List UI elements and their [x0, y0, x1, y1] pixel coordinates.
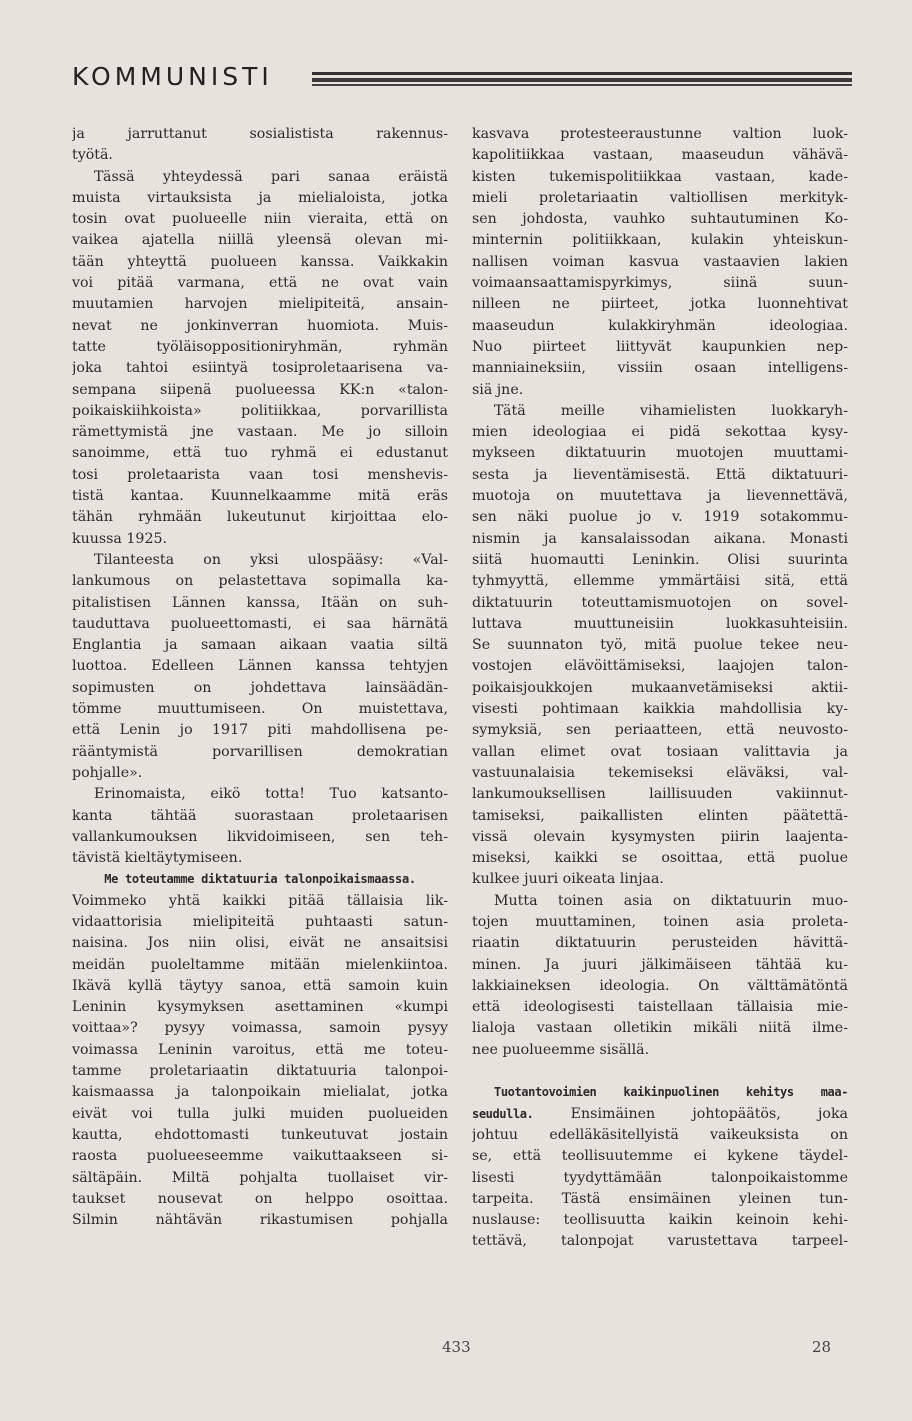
text-line: tatte työläisoppositioniryhmän, ryhmän [72, 338, 448, 355]
text-line: tojen muuttaminen, toinen asia proleta- [472, 913, 848, 930]
text-line: nismin ja kansalaissodan aikana. Monasti [472, 530, 848, 547]
text-line: meidän puoleltamme mitään mielenkiintoa. [72, 956, 448, 973]
text-line: Se suunnaton työ, mitä puolue tekee neu- [472, 637, 848, 654]
section-heading-text: Tuotantovoimien kaikinpuolinen kehitys maa- [494, 1085, 848, 1100]
text-line: tosin ovat puolueelle niin vieraita, että on [72, 211, 448, 228]
text-line: voittaa»? pysyy voimassa, samoin pysyy [72, 1020, 448, 1037]
text-line: lankumouksellisen laillisuuden vakiinnut- [472, 786, 848, 803]
journal-title: KOMMUNISTI [72, 62, 273, 91]
text-line [472, 1061, 848, 1082]
text-line: tarpeita. Tästä ensimäinen yleinen tun- [472, 1190, 848, 1207]
text-line: kisten tukemispolitiikkaa vastaan, kade- [472, 168, 848, 185]
text-line: kaismaassa ja talonpoikain mielialat, jotka [72, 1084, 448, 1101]
text-line: nuslause: teollisuutta kaikin keinoin kehi- [472, 1212, 848, 1229]
text-line: kulkee juuri oikeata linjaa. [472, 871, 664, 888]
text-line: että Lenin jo 1917 piti mahdollisena pe- [72, 722, 448, 739]
text-line: manniaineksiin, vissiin osaan intelligens- [472, 360, 848, 377]
section-heading: Me toteutamme diktatuuria talonpoikaismaassa. [104, 872, 416, 887]
text-line: vostojen elävöittämiseksi, laajojen talon- [472, 658, 848, 675]
text-line: tistä kantaa. Kuunnelkaamme mitä eräs [72, 488, 448, 505]
text-line: rämettymistä jne vastaan. Me jo silloin [72, 424, 448, 441]
text-line: Englantia ja samaan aikaan vaatia siltä [72, 637, 448, 654]
right-column [472, 124, 848, 1253]
text-line: rääntymistä porvarillisen demokratian [72, 743, 448, 760]
text-line: muista virtauksista ja mielialoista, jotka [72, 189, 448, 206]
text-line: sopimusten on johdettava lainsäädän- [72, 679, 448, 696]
text-line: vaikea ajatella niillä yleensä olevan mi- [72, 232, 448, 249]
text-line: poikaiskiihkoista» politiikkaa, porvarillista [72, 402, 448, 419]
text-line: tyhmyyttä, ellemme ymmärtäisi sitä, että [472, 573, 848, 590]
text-line: vidaattorisia mielipiteitä puhtaasti satun- [72, 913, 448, 930]
text-line: nevat ne jonkinverran huomiota. Muis- [72, 317, 448, 334]
text-line: mien ideologiaa ei pidä sekottaa kysy- [472, 424, 848, 441]
text-line: sen näki puolue jo v. 1919 sotakommu- [472, 509, 848, 526]
text-line: tettävä, talonpojat varustettava tarpeel- [472, 1233, 848, 1250]
text-line: diktatuurin toteuttamismuotojen on sovel- [472, 594, 848, 611]
text-line: lakkiaineksen ideologia. On välttämätöntä [472, 977, 848, 994]
text-line: lankumous on pelastettava sopimalla ka- [72, 573, 448, 590]
text-line: sanoimme, että tuo ryhmä ei edustanut [72, 445, 448, 462]
text-line: että ideologisesti taistellaan tällaisia mie- [472, 999, 848, 1016]
text-line: kautta, ehdottomasti tunkeutuvat jostain [72, 1126, 448, 1143]
text-line: maaseudun kulakkiryhmän ideologiaa. [472, 317, 848, 334]
text-line: mieli proletariaatin valtiollisen merkityk- [472, 189, 848, 206]
text-line: seudulla. Ensimäinen johtopäätös, joka [472, 1105, 848, 1122]
text-line: voimassa Leninin varoitus, että me toteu- [72, 1041, 448, 1058]
text-line: Ikävä kyllä täytyy sanoa, että samoin kuin [72, 977, 448, 994]
text-line: nee puolueemme sisällä. [472, 1041, 650, 1058]
text-line: mykseen diktatuurin muotojen muuttami- [472, 445, 848, 462]
text-line: miseksi, kaikki se osoittaa, että puolue [472, 850, 848, 867]
text-line: tamme proletariaatin diktatuuria talonpoi- [72, 1063, 448, 1080]
text-line: Leninin kysymyksen asettaminen «kumpi [72, 999, 448, 1016]
text-line: nilleen ne piirteet, jotka luonnehtivat [472, 296, 848, 313]
text-line: tään yhteyttä puolueen kanssa. Vaikkakin [72, 253, 448, 270]
text-line: minternin politiikkaan, kulakin yhteiskun- [472, 232, 848, 249]
text-line: siitä huomautti Leninkin. Olisi suurinta [472, 551, 848, 568]
text-line: vissä olevain kysymysten piirin laajenta- [472, 828, 848, 845]
text-line: muutamien harvojen mielipiteitä, ansain- [72, 296, 448, 313]
running-header [72, 58, 852, 98]
text-line: työtä. [72, 147, 113, 164]
text-line: joka tahtoi esiintyä tosiproletaarisena va- [72, 360, 448, 377]
text-line: tähän ryhmään lukeutunut kirjoittaa elo- [72, 509, 448, 526]
text-line: kapolitiikkaa vastaan, maaseudun vähävä- [472, 147, 848, 164]
left-column [72, 124, 448, 1231]
header-rule [312, 72, 852, 88]
text-line: muotoja on muutettava ja lievennettävä, [472, 488, 848, 505]
text-line: tosi proletaarista vaan tosi menshevis- [72, 466, 448, 483]
text-line: kasvava protesteeraustunne valtion luok- [472, 126, 848, 142]
text-line: Tässä yhteydessä pari sanaa eräistä [94, 168, 448, 185]
text-line: taukset nousevat on helppo osoittaa. [72, 1190, 448, 1207]
page-number: 433 [442, 1338, 471, 1356]
text-line: voi pitää varmana, että ne ovat vain [72, 275, 448, 292]
text-line: Mutta toinen asia on diktatuurin muo- [494, 892, 848, 909]
text-line: siä jne. [472, 381, 524, 398]
text-line: johtuu edelläkäsitellyistä vaikeuksista on [472, 1126, 848, 1143]
text-line: Erinomaista, eikö totta! Tuo katsanto- [94, 786, 448, 803]
text-line: sen johdosta, vauhko suhtautuminen Ko- [472, 211, 848, 228]
text-line: ja jarruttanut sosialistista rakennus- [72, 126, 448, 142]
text-line: luottoa. Edelleen Lännen kanssa tehtyjen [72, 658, 448, 675]
text-line: visesti pohtimaan kaikkia mahdollisia ky- [472, 701, 848, 718]
section-heading-inline: seudulla. [472, 1106, 534, 1121]
text-line: lisesti tyydyttämään talonpoikaistomme [472, 1169, 848, 1186]
text-line: kanta tähtää suorastaan proletaarisen [72, 807, 448, 824]
text-line: sempana siipenä puolueessa KK:n «talon- [72, 381, 448, 398]
text-line: riaatin diktatuurin perusteiden hävittä- [472, 935, 848, 952]
text-line: luttava muuttuneisiin luokkasuhteisiin. [472, 615, 848, 632]
text-line: Voimmeko yhtä kaikki pitää tällaisia lik- [72, 892, 448, 909]
text-line: vallankumouksen likvidoimiseen, sen teh- [72, 828, 448, 845]
text-line: Nuo piirteet liittyvät kaupunkien nep- [472, 338, 848, 355]
text-line: tamiseksi, paikallisten elinten päätettä- [472, 807, 848, 824]
text-line: tävistä kieltäytymiseen. [72, 850, 243, 867]
text-line: se, että teollisuutemme ei kykene täydel- [472, 1148, 848, 1165]
text-line: tauduttava puolueettomasti, ei saa härnätä [72, 615, 448, 632]
section-heading-inline [472, 1082, 848, 1103]
text-line: sältäpäin. Miltä pohjalta tuollaiset vir- [72, 1169, 448, 1186]
text-line: tömme muuttumiseen. On muistettava, [72, 701, 448, 718]
text-line: sesta ja lieventämisestä. Että diktatuuri- [472, 466, 848, 483]
text-line: symyksiä, sen periaatteen, että neuvosto- [472, 722, 848, 739]
text-line: raosta puolueeseemme vaikuttaakseen si- [72, 1148, 448, 1165]
text-line: voimaansaattamispyrkimys, siinä suun- [472, 275, 848, 292]
text-line: poikaisjoukkojen mukaanvetämiseksi aktii- [472, 679, 848, 696]
text-line: nallisen voiman kasvua vastaavien lakien [472, 253, 848, 270]
sheet-signature: 28 [812, 1338, 832, 1356]
text-line: vastuunalaisia tekemiseksi eläväksi, val- [472, 764, 848, 781]
text-line: kuussa 1925. [72, 530, 168, 547]
text-line: vallan elimet ovat tosiaan valittavia ja [472, 743, 848, 760]
text-line: Tätä meille vihamielisten luokkaryh- [494, 402, 848, 419]
text-line: pohjalle». [72, 764, 143, 781]
text-line: lialoja vastaan olletikin mikäli niitä ilme- [472, 1020, 848, 1037]
text-line: Silmin nähtävän rikastumisen pohjalla [72, 1212, 448, 1229]
text-line: eivät voi tulla julki muiden puolueiden [72, 1105, 448, 1122]
text-line: pitalistisen Lännen kanssa, Itään on suh- [72, 594, 448, 611]
text-line: minen. Ja juuri jälkimäiseen tähtää ku- [472, 956, 848, 973]
text-line: Tilanteesta on yksi ulospääsy: «Val- [94, 551, 448, 568]
text-line: naisina. Jos niin olisi, eivät ne ansaitsisi [72, 935, 448, 952]
